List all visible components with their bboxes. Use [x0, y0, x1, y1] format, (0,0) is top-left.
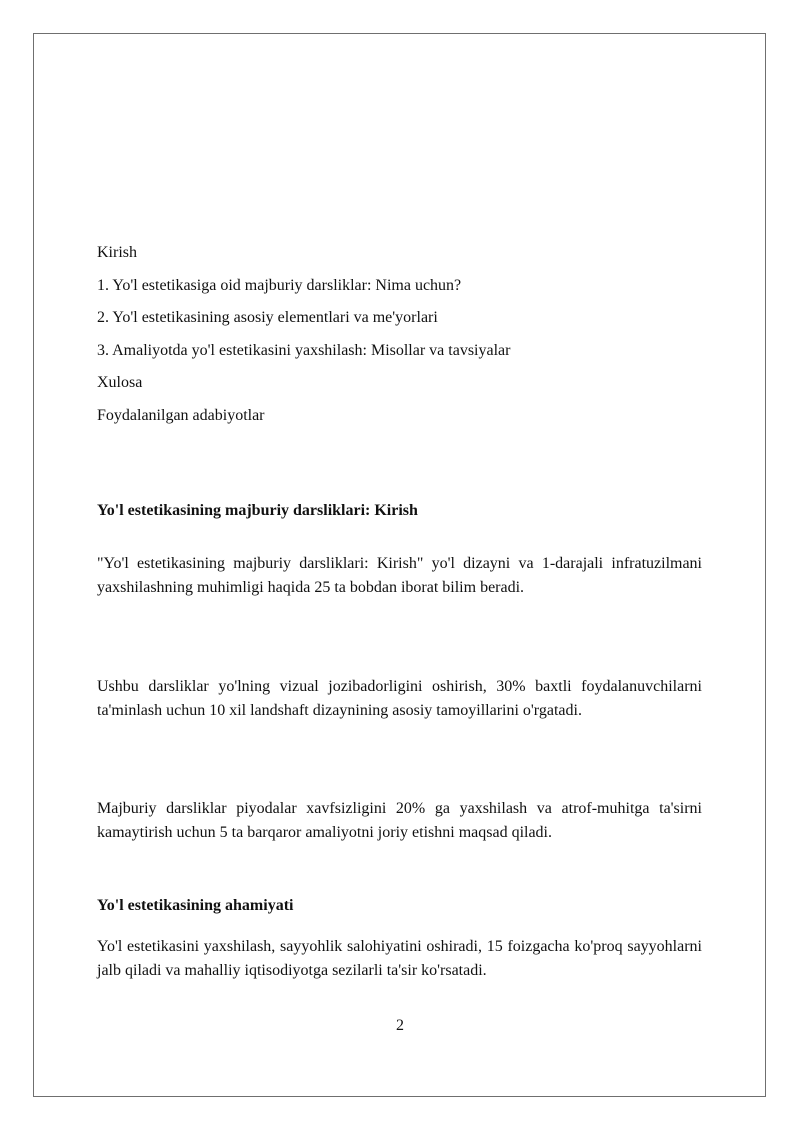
toc-item-2: 2. Yo'l estetikasining asosiy elementlari va me'yorlari [97, 309, 438, 326]
paragraph-4: Yo'l estetikasini yaxshilash, sayyohlik salohiyatini oshiradi, 15 foizgacha ko'proq sayyohlarni jalb qiladi va mahalliy iqtisodiyotga sezilarli ta'sir ko'rsatadi. [97, 938, 702, 979]
paragraph-2: Ushbu darsliklar yo'lning vizual jozibadorligini oshirish, 30% baxtli foydalanuvchilarni ta'minlash uchun 10 xil landshaft dizaynining asosiy tamoyillarini o'rgatadi. [97, 678, 702, 719]
toc-item-conclusion: Xulosa [97, 374, 143, 391]
section-heading-intro: Yo'l estetikasining majburiy darsliklari: Kirish [97, 502, 418, 519]
paragraph-3: Majburiy darsliklar piyodalar xavfsizligini 20% ga yaxshilash va atrof-muhitga ta'sirni kamaytirish uchun 5 ta barqaror amaliyotni joriy etishni maqsad qiladi. [97, 800, 702, 841]
toc-item-intro: Kirish [97, 244, 137, 261]
page-number: 2 [396, 1017, 404, 1034]
toc-item-1: 1. Yo'l estetikasiga oid majburiy darsliklar: Nima uchun? [97, 276, 462, 294]
section-heading-importance: Yo'l estetikasining ahamiyati [97, 897, 294, 914]
paragraph-1: "Yo'l estetikasining majburiy darsliklari: Kirish" yo'l dizayni va 1-darajali infratuzilmani yaxshilashning muhimligi haqida 25 ta bobdan iborat bilim beradi. [97, 555, 702, 596]
table-of-contents [97, 241, 702, 436]
toc-item-references: Foydalanilgan adabiyotlar [97, 406, 265, 424]
toc-item-3: 3. Amaliyotda yo'l estetikasini yaxshilash: Misollar va tavsiyalar [97, 341, 511, 359]
